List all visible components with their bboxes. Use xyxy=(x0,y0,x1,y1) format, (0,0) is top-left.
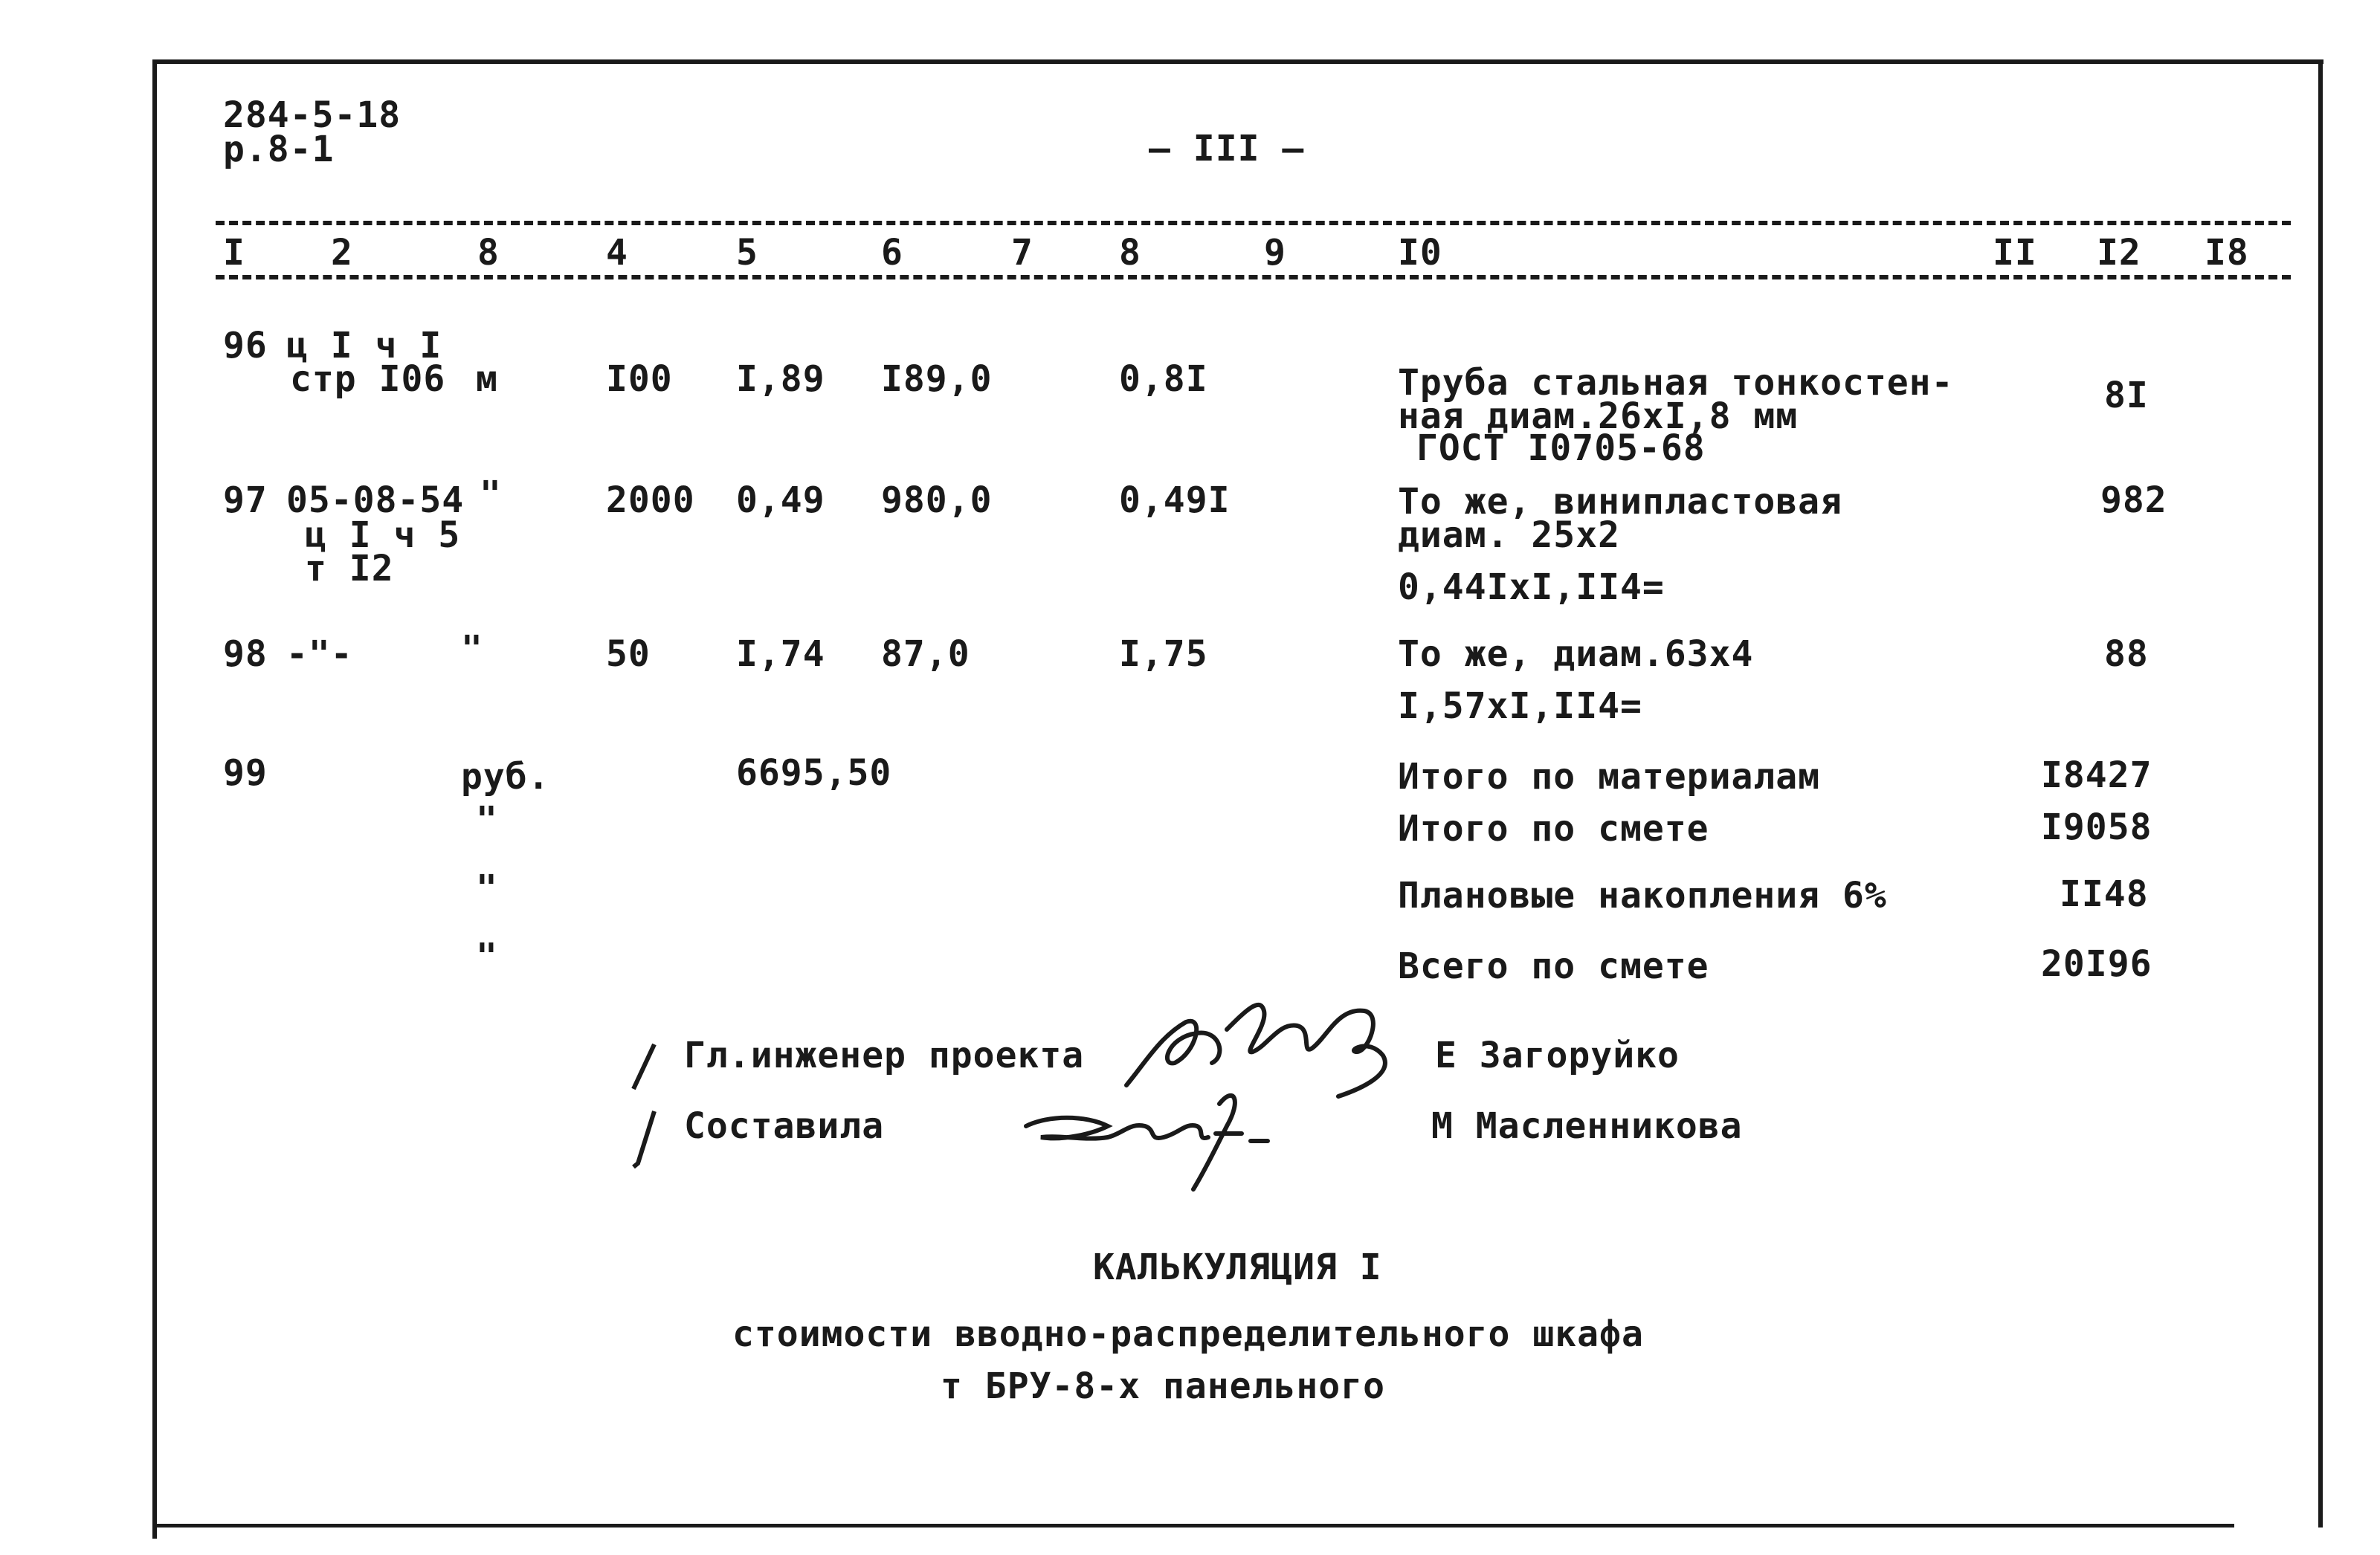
header-top-rule xyxy=(216,221,2291,225)
row-number: 98 xyxy=(223,633,268,675)
column-header: 8 xyxy=(477,232,500,274)
column-header: 6 xyxy=(881,232,903,274)
compiler-name: М Масленникова xyxy=(1431,1105,1743,1147)
row-description: 0,44IxI,II4= xyxy=(1398,566,1665,608)
row-description: То же, диам.63x4 xyxy=(1398,633,1754,675)
totals-value: I9058 xyxy=(2041,806,2152,848)
row-price: 0,49 xyxy=(736,479,825,521)
row-code: -"- xyxy=(286,633,353,675)
totals-label: Итого по материалам xyxy=(1398,756,1821,798)
row-number: 97 xyxy=(223,479,268,521)
row-code: ц I ч 5 xyxy=(305,514,461,556)
doc-code-line2: р.8-1 xyxy=(223,129,335,170)
row-code: т I2 xyxy=(305,548,394,589)
calculation-title: КАЛЬКУЛЯЦИЯ I xyxy=(1093,1247,1382,1288)
totals-value: II48 xyxy=(2060,873,2149,915)
compiler-title: Составила xyxy=(684,1105,885,1147)
row-description: I,57xI,II4= xyxy=(1398,685,1642,727)
column-header: 5 xyxy=(736,232,758,274)
column-header: I8 xyxy=(2205,232,2249,274)
column-header: I xyxy=(223,232,245,274)
frame-top xyxy=(152,59,2323,64)
column-header: 7 xyxy=(1011,232,1033,274)
row-price: I,74 xyxy=(736,633,825,675)
totals-label: Плановые накопления 6% xyxy=(1398,875,1887,916)
row-code: стр I06 xyxy=(290,358,446,400)
calculation-subtitle-line2: т БРУ-8-х панельного xyxy=(941,1365,1385,1407)
row-qty: 2000 xyxy=(606,479,695,521)
column-header: I0 xyxy=(1398,232,1442,274)
totals-unit: руб. xyxy=(461,756,550,798)
column-header: I2 xyxy=(2097,232,2141,274)
row-sum: I89,0 xyxy=(881,358,993,400)
row-col8: 0,8I xyxy=(1119,358,1208,400)
column-header: 2 xyxy=(331,232,353,274)
row-price: I,89 xyxy=(736,358,825,400)
compiler-signature xyxy=(1019,1082,1271,1193)
frame-left xyxy=(152,59,157,1539)
totals-label: Всего по смете xyxy=(1398,945,1709,987)
row-total: 982 xyxy=(2100,479,2167,521)
row-unit: " xyxy=(461,628,483,670)
row-sum: 980,0 xyxy=(881,479,993,521)
row-description: ГОСТ I0705-68 xyxy=(1416,427,1706,469)
header-bottom-rule xyxy=(216,275,2291,279)
row-sum: 87,0 xyxy=(881,633,970,675)
page-number: — III — xyxy=(1149,128,1305,169)
doc-code-line1: 284-5-18 xyxy=(223,94,401,136)
totals-label: Итого по смете xyxy=(1398,808,1709,850)
row-description: ная диам.26xI,8 мм xyxy=(1398,395,1799,437)
frame-right xyxy=(2318,59,2323,1527)
row-number: 96 xyxy=(223,325,268,366)
row-number: 99 xyxy=(223,752,268,794)
engineer-title: Гл.инженер проекта xyxy=(684,1035,1085,1076)
row-description: диам. 25x2 xyxy=(1398,514,1620,556)
column-header: II xyxy=(1993,232,2037,274)
column-header: 8 xyxy=(1119,232,1141,274)
calculation-subtitle-line1: стоимости вводно-распределительного шкафа xyxy=(732,1313,1644,1355)
totals-unit: " xyxy=(476,799,498,841)
totals-value: 20I96 xyxy=(2041,943,2152,985)
row-col8: I,75 xyxy=(1119,633,1208,675)
row-total: 8I xyxy=(2104,375,2149,416)
frame-bottom xyxy=(152,1524,2234,1527)
totals-value: I8427 xyxy=(2041,754,2152,796)
row-total: 88 xyxy=(2104,633,2149,675)
row-code: 05-08-54 xyxy=(286,479,465,521)
row-col8: 0,49I xyxy=(1119,479,1231,521)
row-description: То же, винипластовая xyxy=(1398,481,1842,523)
totals-amount: 6695,50 xyxy=(736,752,892,794)
column-header: 4 xyxy=(606,232,628,274)
bracket-mark xyxy=(625,1037,669,1186)
column-header: 9 xyxy=(1264,232,1286,274)
row-code: ц I ч I xyxy=(286,325,442,366)
row-qty: 50 xyxy=(606,633,651,675)
row-description: Труба стальная тонкостен- xyxy=(1398,362,1954,404)
totals-unit: " xyxy=(476,936,498,977)
row-unit: " xyxy=(480,473,502,515)
engineer-name: Е Загоруйко xyxy=(1435,1035,1680,1076)
row-unit: м xyxy=(476,358,498,400)
row-qty: I00 xyxy=(606,358,673,400)
totals-unit: " xyxy=(476,867,498,909)
